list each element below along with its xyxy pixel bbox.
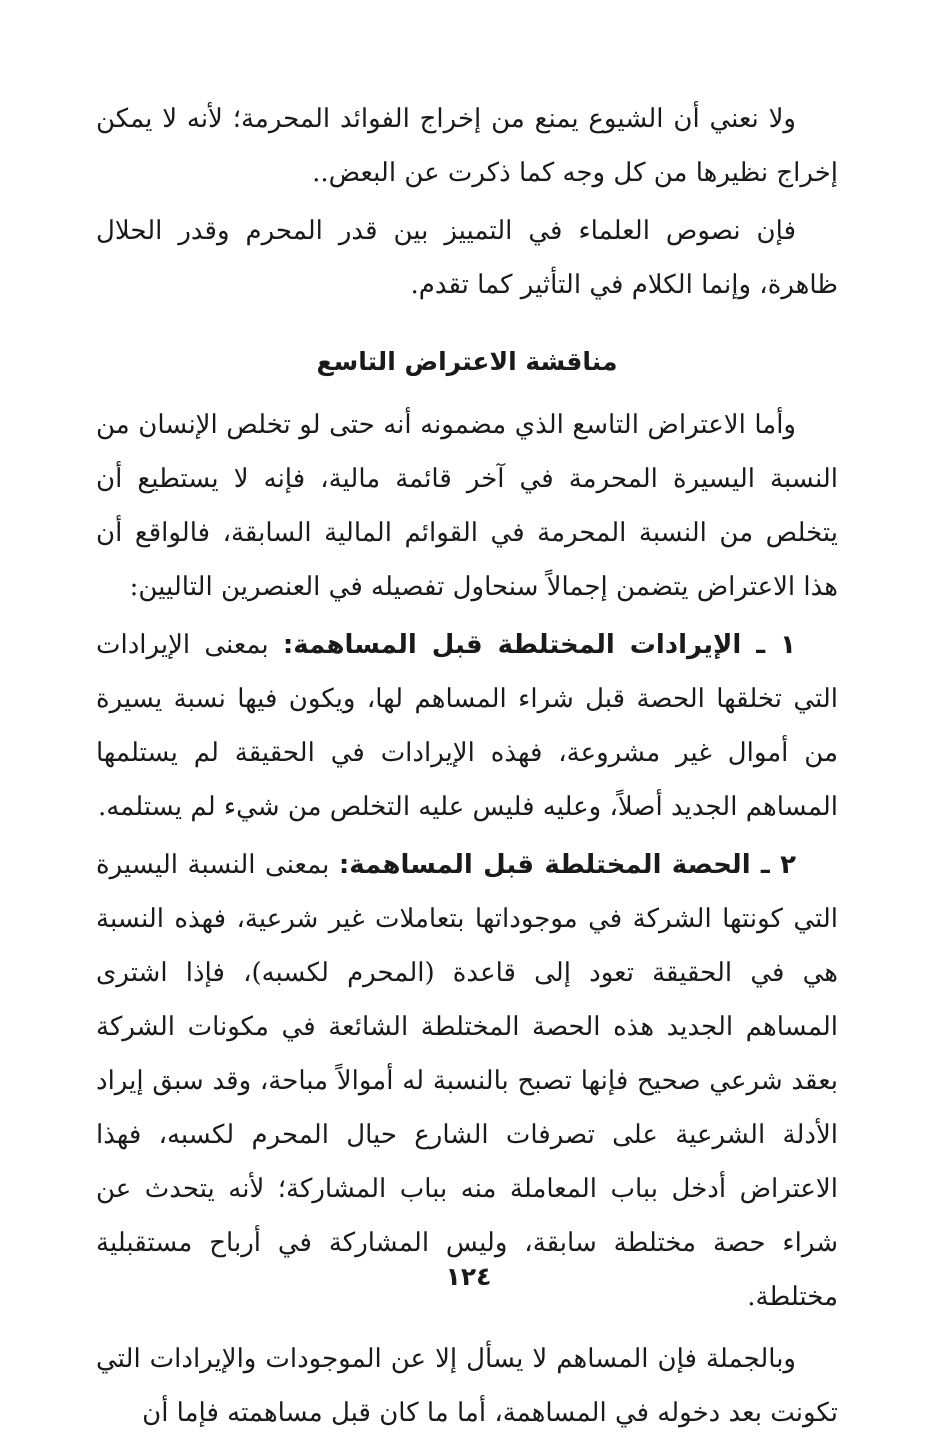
point-2-text: بمعنى النسبة اليسيرة التي كونتها الشركة في موجوداتها بتعاملات غير شرعية، فهذه النسبة هي في الحقيقة تعود إلى قاعدة (المحرم لكسبه)، فإذا اشترى المساهم الجديد هذه الحصة المختلطة الشائعة في مكونات الشركة بعقد شرعي صحيح فإنها تصبح بالنسبة له أموالاً مباحة، وقد سبق إيراد الأدلة الشرعية على تصرفات الشارع حيال المحرم لكسبه، فهذا الاعتراض أدخل بباب المعاملة منه بباب المشاركة؛ لأنه يتحدث عن شراء حصة مختلطة سابقة، وليس المشاركة في أرباح مستقبلية مختلطة. [96, 850, 838, 1312]
closing-paragraph: وبالجملة فإن المساهم لا يسأل إلا عن الموجودات والإيرادات التي تكونت بعد دخوله في المساهمة، أما ما كان قبل مساهمته فإما أن [96, 1344, 838, 1428]
section-paragraph-1: وأما الاعتراض التاسع الذي مضمونه أنه حتى لو تخلص الإنسان من النسبة اليسيرة المحرمة في آخر قائمة مالية، فإنه لا يستطيع أن يتخلص من النسبة المحرمة في القوائم المالية السابقة، فالواقع أن هذا الاعتراض يتضمن إجمالاً سنحاول تفصيله في العنصرين التاليين: [96, 410, 838, 602]
page-number: ١٢٤ [445, 1262, 492, 1291]
intro-paragraph-1: ولا نعني أن الشيوع يمنع من إخراج الفوائد المحرمة؛ لأنه لا يمكن إخراج نظيرها من كل وجه كما ذكرت عن البعض.. [96, 104, 838, 188]
point-2 [96, 838, 838, 1324]
point-1-text: بمعنى الإيرادات التي تخلقها الحصة قبل شراء المساهم لها، ويكون فيها نسبة يسيرة من أموال غير مشروعة، فهذه الإيرادات في الحقيقة لم يستلمها المساهم الجديد أصلاً، وعليه فليس عليه التخلص من شيء لم يستلمه. [96, 630, 838, 822]
intro-paragraph-2: فإن نصوص العلماء في التمييز بين قدر المحرم وقدر الحلال ظاهرة، وإنما الكلام في التأثير كما تقدم. [96, 216, 838, 300]
point-1 [96, 618, 838, 834]
page-body [96, 92, 838, 1440]
section-heading: مناقشة الاعتراض التاسع [316, 347, 618, 376]
point-2-heading: ٢ ـ الحصة المختلطة قبل المساهمة: [338, 850, 796, 880]
point-1-heading: ١ ـ الإيرادات المختلطة قبل المساهمة: [282, 630, 796, 660]
